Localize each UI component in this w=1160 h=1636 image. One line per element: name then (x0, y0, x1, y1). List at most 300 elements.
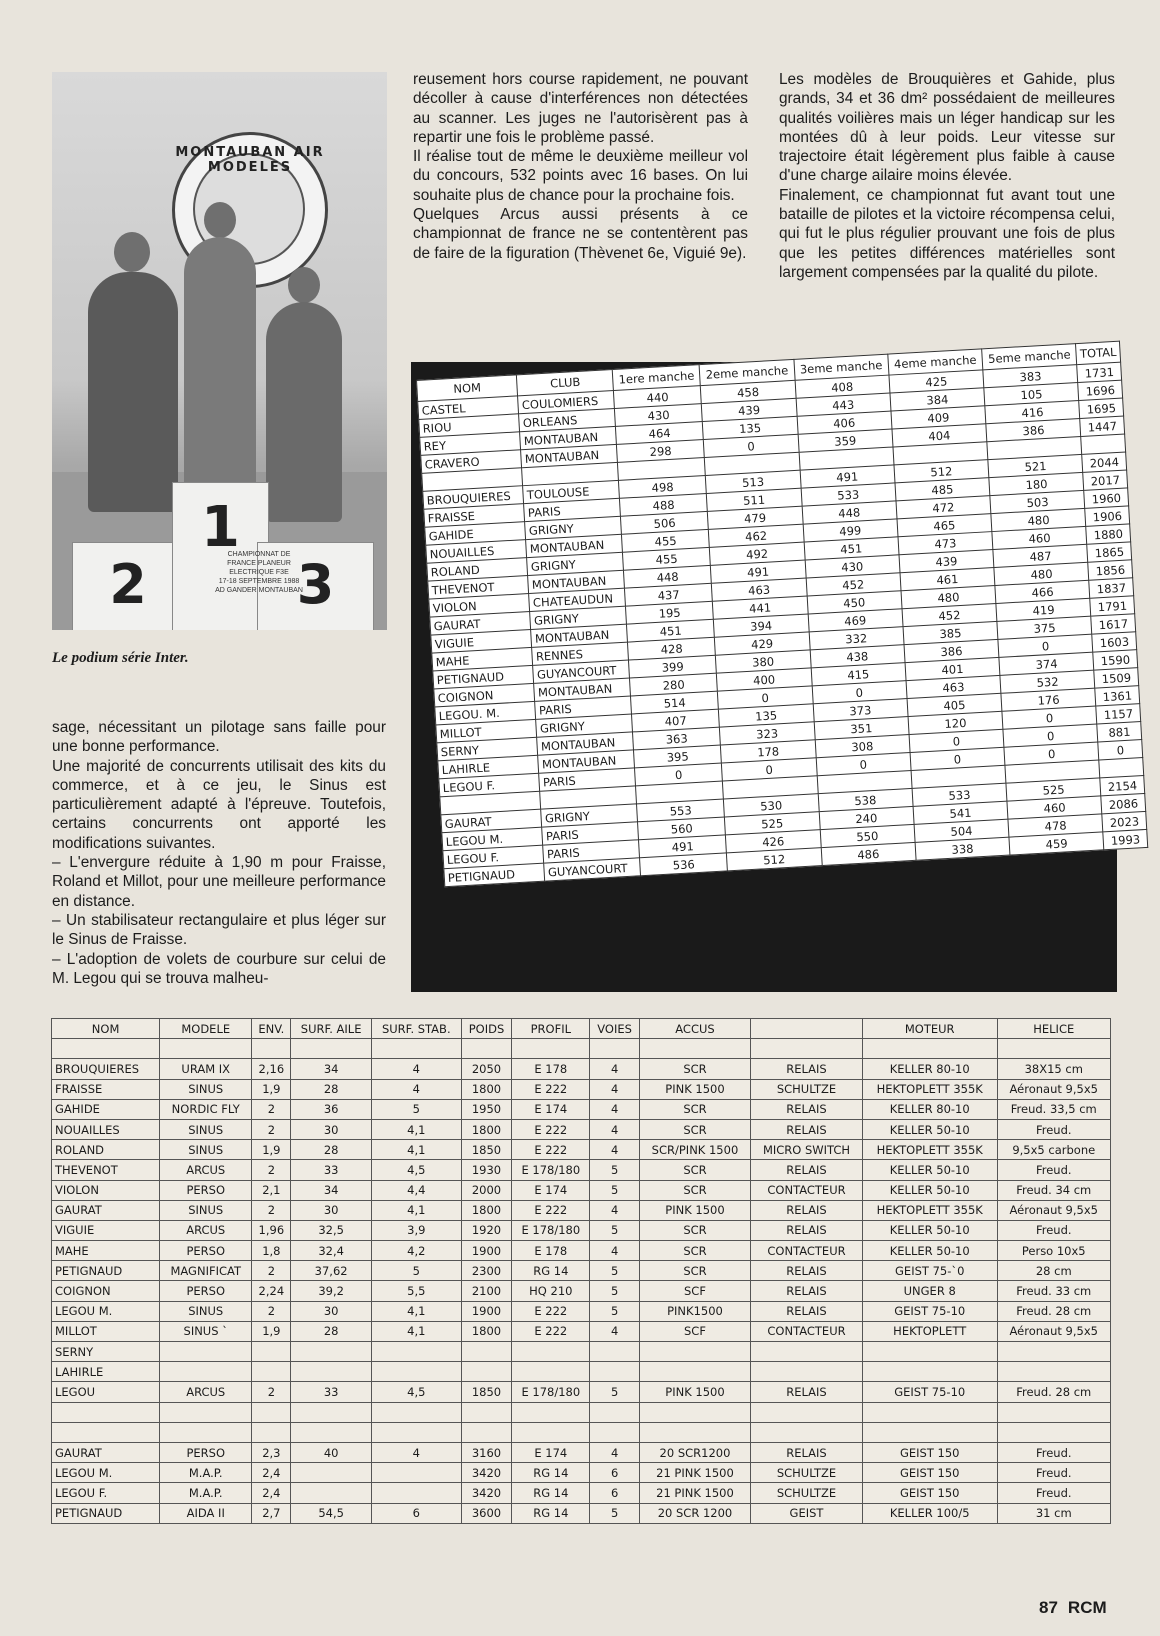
table-cell: 2 (252, 1160, 291, 1180)
table-cell: PERSO (160, 1180, 252, 1200)
table-cell: E 178/180 (512, 1160, 590, 1180)
table-cell: 4 (590, 1079, 640, 1099)
table-cell: 498 (619, 475, 707, 498)
table-cell: 439 (899, 550, 994, 573)
table-cell: 0 (910, 747, 1005, 770)
table-cell: 1791 (1090, 596, 1135, 616)
table-cell: 1950 (461, 1099, 512, 1119)
table-cell: ROLAND (427, 558, 528, 582)
table-cell: UNGER 8 (862, 1281, 997, 1301)
table-cell: GEIST 75-`0 (862, 1261, 997, 1281)
table-cell: PARIS (524, 498, 621, 521)
table-cell: 298 (617, 440, 705, 463)
table-cell: 1,8 (252, 1241, 291, 1261)
paragraph: Les modèles de Brouquières et Gahide, plus grands, 34 et 36 dm² possédaient de meilleures qualités voilières mais un léger handicap sur les montées dû à leur poids. Leur vitesse sur trajectoire était légèrement plus faible à cause d'une charge ailaire moins élevée. (779, 71, 1115, 185)
paragraph: Quelques Arcus aussi présents à ce championnat de france ne se contentèrent pas de faire de la figuration (Thèvenet 6e, Viguié 9e). (413, 206, 748, 262)
person-second (88, 272, 178, 512)
table-cell: 1617 (1091, 614, 1136, 634)
table-cell: 466 (995, 580, 1090, 603)
table-cell: 4 (371, 1079, 461, 1099)
table-cell: 120 (908, 711, 1003, 734)
table-cell: 530 (724, 794, 819, 817)
table-cell: GAURAT (52, 1442, 160, 1462)
table-cell: RELAIS (751, 1119, 863, 1139)
table-cell: 280 (630, 673, 718, 696)
table-cell: 1603 (1092, 632, 1137, 652)
table-cell: 2 (252, 1382, 291, 1402)
table-cell (52, 1039, 160, 1059)
table-cell: 4,5 (371, 1382, 461, 1402)
table-cell: Aéronaut 9,5x5 (997, 1079, 1111, 1099)
table-cell: 480 (991, 508, 1086, 531)
table-cell (862, 1362, 997, 1382)
table-cell: 1447 (1080, 416, 1125, 436)
table-row (52, 1119, 1111, 1139)
table-cell: 448 (802, 501, 897, 524)
table-cell: Freud. (997, 1119, 1111, 1139)
table-cell (512, 1402, 590, 1422)
table-cell: 1906 (1085, 506, 1130, 526)
table-cell: GAHIDE (52, 1099, 160, 1119)
table-cell: 2086 (1101, 793, 1146, 813)
table-cell: PINK1500 (639, 1301, 750, 1321)
table-row (52, 1200, 1111, 1220)
table-cell: 504 (914, 819, 1009, 842)
table-cell: 459 (1009, 832, 1104, 855)
table-cell: 135 (719, 704, 814, 727)
table-cell: HQ 210 (512, 1281, 590, 1301)
table-cell: E 222 (512, 1079, 590, 1099)
column-header: SURF. STAB. (371, 1019, 461, 1039)
table-cell: 404 (892, 424, 987, 447)
table-cell: KELLER 50-10 (862, 1180, 997, 1200)
table-cell: SCR (639, 1261, 750, 1281)
table-cell (461, 1422, 512, 1442)
column-header: 2eme manche (699, 359, 794, 385)
table-cell: SINUS (160, 1301, 252, 1321)
table-cell: 2,3 (252, 1442, 291, 1462)
table-cell: 407 (632, 709, 720, 732)
table-cell: MILLOT (436, 719, 537, 743)
table-cell: 0 (722, 758, 817, 781)
table-cell: 553 (637, 799, 725, 822)
table-cell: SCR (639, 1059, 750, 1079)
table-cell: SCR/PINK 1500 (639, 1140, 750, 1160)
spacer-row (52, 1039, 1111, 1059)
table-cell: HEKTOPLETT 355K (862, 1200, 997, 1220)
table-cell (590, 1039, 640, 1059)
table-cell: 5 (590, 1301, 640, 1321)
table-cell: 478 (1008, 814, 1103, 837)
table-cell (590, 1362, 640, 1382)
table-cell: VIGUIE (52, 1220, 160, 1240)
table-cell (291, 1422, 371, 1442)
table-cell: 308 (815, 735, 910, 758)
table-cell: 4 (371, 1059, 461, 1079)
results-table-wrap (408, 344, 1141, 1000)
table-cell: SINUS (160, 1200, 252, 1220)
paragraph: reusement hors course rapidement, ne pouvant décoller à cause d'interférences non détectées au scanner. Les juges ne l'autorisèrent pas à repartir une fois le problème passé. (413, 71, 748, 146)
table-cell: GRIGNY (527, 552, 624, 575)
table-cell: MONTAUBAN (521, 444, 618, 467)
table-cell: SCHULTZE (751, 1483, 863, 1503)
table-cell (252, 1039, 291, 1059)
table-cell: 2,1 (252, 1180, 291, 1200)
podium-number: 3 (296, 553, 335, 616)
table-cell: 448 (624, 565, 712, 588)
table-cell: 1856 (1088, 560, 1133, 580)
table-cell: 4,1 (371, 1119, 461, 1139)
table-cell (639, 1422, 750, 1442)
table-cell: 2044 (1082, 452, 1127, 472)
table-cell (751, 1402, 863, 1422)
table-cell: 34 (291, 1059, 371, 1079)
table-cell: PARIS (535, 696, 632, 719)
table-cell (252, 1422, 291, 1442)
table-cell: E 178 (512, 1059, 590, 1079)
table-cell: PETIGNAUD (52, 1503, 160, 1523)
table-cell: COULOMIERS (518, 390, 615, 413)
table-cell: 395 (634, 745, 722, 768)
table-cell: NOUAILLES (52, 1119, 160, 1139)
table-cell: 430 (615, 404, 703, 427)
table-cell: 2 (252, 1261, 291, 1281)
table-cell: VIOLON (429, 594, 530, 618)
table-cell (862, 1422, 997, 1442)
table-cell: 21 PINK 1500 (639, 1463, 750, 1483)
table-cell: 1900 (461, 1301, 512, 1321)
magazine-name: RCM (1067, 1598, 1107, 1617)
table-cell (590, 1402, 640, 1422)
table-cell: 4 (590, 1442, 640, 1462)
table-cell: SINUS ` (160, 1321, 252, 1341)
column-header: ENV. (252, 1019, 291, 1039)
table-cell (461, 1342, 512, 1362)
table-cell: GAURAT (430, 612, 531, 636)
table-cell: HEKTOPLETT (862, 1321, 997, 1341)
table-cell: 28 (291, 1321, 371, 1341)
table-cell: 105 (984, 383, 1079, 406)
table-cell: 30 (291, 1200, 371, 1220)
table-cell: 401 (905, 657, 1000, 680)
table-cell: BROUQUIERES (52, 1059, 160, 1079)
table-cell: 1920 (461, 1220, 512, 1240)
paragraph: sage, nécessitant un pilotage sans faille pour une bonne performance. (52, 719, 386, 756)
table-cell: CRAVERO (421, 450, 522, 474)
table-row (52, 1079, 1111, 1099)
table-row (52, 1180, 1111, 1200)
table-cell: 2 (252, 1099, 291, 1119)
table-cell: E 222 (512, 1301, 590, 1321)
paragraph: – L'adoption de volets de courbure sur celui de M. Legou qui se trouva malheu- (52, 950, 386, 987)
table-cell: 480 (901, 586, 996, 609)
table-cell: 0 (812, 681, 907, 704)
column-header: SURF. AILE (291, 1019, 371, 1039)
table-row (52, 1321, 1111, 1341)
table-row (52, 1140, 1111, 1160)
table-cell: LEGOU F. (52, 1483, 160, 1503)
table-cell: SERNY (437, 737, 538, 761)
table-cell: 351 (814, 717, 909, 740)
table-cell: BROUQUIERES (423, 486, 524, 510)
table-cell: 5 (590, 1261, 640, 1281)
table-cell: 28 cm (997, 1261, 1111, 1281)
table-cell: RG 14 (512, 1463, 590, 1483)
table-cell: 385 (903, 621, 998, 644)
table-cell: 488 (620, 493, 708, 516)
table-cell: 36 (291, 1099, 371, 1119)
table-cell: 415 (811, 663, 906, 686)
table-cell (160, 1039, 252, 1059)
table-cell: 4,1 (371, 1301, 461, 1321)
table-cell (291, 1362, 371, 1382)
table-cell: 1731 (1077, 362, 1122, 382)
table-cell (512, 1422, 590, 1442)
table-cell: 452 (902, 603, 997, 626)
table-cell: RELAIS (751, 1160, 863, 1180)
table-cell: E 178/180 (512, 1220, 590, 1240)
table-cell: 5 (371, 1261, 461, 1281)
table-cell: MAHE (432, 647, 533, 671)
table-cell: E 178 (512, 1241, 590, 1261)
table-row (52, 1099, 1111, 1119)
table-cell: LAHIRLE (52, 1362, 160, 1382)
table-cell: MICRO SWITCH (751, 1140, 863, 1160)
table-cell: 1696 (1078, 380, 1123, 400)
table-cell: MONTAUBAN (520, 426, 617, 449)
table-cell: MONTAUBAN (528, 570, 625, 593)
table-cell (252, 1362, 291, 1382)
column-header: HELICE (997, 1019, 1111, 1039)
table-cell: 525 (725, 812, 820, 835)
table-cell: 386 (904, 639, 999, 662)
table-cell: SCF (639, 1281, 750, 1301)
table-cell: GEIST 75-10 (862, 1382, 997, 1402)
column-header: CLUB (517, 370, 614, 396)
table-cell: 450 (807, 591, 902, 614)
table-cell: Freud. 34 cm (997, 1180, 1111, 1200)
table-cell: GAURAT (52, 1200, 160, 1220)
table-row (52, 1342, 1111, 1362)
table-cell: 3420 (461, 1483, 512, 1503)
table-cell: FRAISSE (52, 1079, 160, 1099)
table-cell: 5 (590, 1503, 640, 1523)
table-cell (371, 1463, 461, 1483)
table-cell: GEIST 150 (862, 1442, 997, 1462)
table-cell: 503 (990, 490, 1085, 513)
table-cell: 2154 (1100, 775, 1145, 795)
table-cell: M.A.P. (160, 1463, 252, 1483)
table-cell: 399 (629, 655, 717, 678)
table-cell (291, 1483, 371, 1503)
table-cell: 4 (590, 1140, 640, 1160)
table-cell: 1590 (1093, 650, 1138, 670)
table-cell: 1800 (461, 1119, 512, 1139)
table-cell: PERSO (160, 1241, 252, 1261)
table-cell: 491 (639, 835, 727, 858)
article-column-right (779, 70, 1115, 282)
table-row (52, 1160, 1111, 1180)
table-cell: SINUS (160, 1119, 252, 1139)
table-cell: PERSO (160, 1281, 252, 1301)
table-cell: GEIST 150 (862, 1483, 997, 1503)
spacer-row (52, 1402, 1111, 1422)
table-cell: GRIGNY (541, 804, 638, 827)
table-cell: 0 (718, 686, 813, 709)
table-cell: 1880 (1086, 524, 1131, 544)
table-cell: HEKTOPLETT 355K (862, 1079, 997, 1099)
table-cell: Aéronaut 9,5x5 (997, 1200, 1111, 1220)
column-header: PROFIL (512, 1019, 590, 1039)
column-header: POIDS (461, 1019, 512, 1039)
column-header: TOTAL (1076, 341, 1121, 364)
table-cell: 30 (291, 1301, 371, 1321)
person-head (288, 267, 320, 303)
table-cell: SINUS (160, 1140, 252, 1160)
table-cell: E 222 (512, 1321, 590, 1341)
table-cell (639, 1039, 750, 1059)
table-cell: 332 (809, 627, 904, 650)
table-cell: 33 (291, 1160, 371, 1180)
table-cell: 20 SCR1200 (639, 1442, 750, 1462)
table-cell: 521 (988, 454, 1083, 477)
table-cell: PERSO (160, 1442, 252, 1462)
paragraph: Une majorité de concurrents utilisait des kits du commerce, et à ce jeu, le Sinus est particulièrement adapté à l'épreuve. Toutefois, certains concurrents ont apporté les modifications suivantes. (52, 757, 386, 852)
table-cell: 2 (252, 1119, 291, 1139)
table-cell: E 174 (512, 1180, 590, 1200)
table-cell: RELAIS (751, 1261, 863, 1281)
table-cell: 39,2 (291, 1281, 371, 1301)
table-cell: 6 (371, 1503, 461, 1523)
table-cell: 1960 (1084, 488, 1129, 508)
table-cell: RG 14 (512, 1503, 590, 1523)
table-cell: 5 (590, 1180, 640, 1200)
column-header: ACCUS (639, 1019, 750, 1039)
table-cell (639, 1342, 750, 1362)
table-cell: KELLER 50-10 (862, 1241, 997, 1261)
table-cell: 4,2 (371, 1241, 461, 1261)
table-cell: 451 (627, 619, 715, 642)
table-cell: 1695 (1079, 398, 1124, 418)
table-cell: 0 (909, 729, 1004, 752)
table-cell (512, 1362, 590, 1382)
column-header: 5eme manche (982, 344, 1077, 370)
table-row (52, 1281, 1111, 1301)
table-cell: 2 (252, 1200, 291, 1220)
table-cell: PETIGNAUD (444, 863, 545, 887)
table-cell (862, 1342, 997, 1362)
table-cell: 4,1 (371, 1321, 461, 1341)
table-cell: Perso 10x5 (997, 1241, 1111, 1261)
table-cell: THEVENOT (428, 576, 529, 600)
table-cell: KELLER 50-10 (862, 1220, 997, 1240)
table-cell: Freud. (997, 1442, 1111, 1462)
table-cell: MILLOT (52, 1321, 160, 1341)
table-row (52, 1261, 1111, 1281)
table-cell: GEIST (751, 1503, 863, 1523)
paragraph: – Un stabilisateur rectangulaire et plus léger sur le Sinus de Fraisse. (52, 911, 386, 949)
table-cell: Freud. (997, 1463, 1111, 1483)
table-cell: 439 (701, 398, 796, 421)
table-cell: CONTACTEUR (751, 1241, 863, 1261)
table-cell: 463 (906, 675, 1001, 698)
table-cell: AIDA II (160, 1503, 252, 1523)
table-cell: Freud. 33 cm (997, 1281, 1111, 1301)
table-cell: 4 (590, 1099, 640, 1119)
table-cell (461, 1362, 512, 1382)
table-cell: 3600 (461, 1503, 512, 1523)
table-cell: THEVENOT (52, 1160, 160, 1180)
table-cell: ROLAND (52, 1140, 160, 1160)
table-cell: KELLER 50-10 (862, 1160, 997, 1180)
table-cell: RG 14 (512, 1483, 590, 1503)
table-cell: RIOU (419, 414, 520, 438)
podium-step-2 (72, 542, 184, 630)
table-cell (160, 1362, 252, 1382)
paragraph: – L'envergure réduite à 1,90 m pour Fraisse, Roland et Millot, pour une meilleure performance en distance. (52, 854, 386, 910)
table-cell: 2,4 (252, 1463, 291, 1483)
table-cell: 460 (992, 526, 1087, 549)
table-cell: RELAIS (751, 1200, 863, 1220)
table-cell: 560 (638, 817, 726, 840)
table-cell: 430 (805, 555, 900, 578)
table-cell: 4,1 (371, 1140, 461, 1160)
table-cell: PINK 1500 (639, 1382, 750, 1402)
table-cell: 4 (590, 1059, 640, 1079)
table-cell: 4 (590, 1241, 640, 1261)
table-cell: 135 (702, 416, 797, 439)
table-row (52, 1362, 1111, 1382)
table-cell: RELAIS (751, 1059, 863, 1079)
table-cell: 5 (590, 1382, 640, 1402)
table-cell (751, 1362, 863, 1382)
table-cell: 533 (912, 783, 1007, 806)
table-cell: 1930 (461, 1160, 512, 1180)
table-row (52, 1059, 1111, 1079)
table-cell: 1,96 (252, 1220, 291, 1240)
table-row (52, 1503, 1111, 1523)
table-cell: LEGOU M. (52, 1463, 160, 1483)
table-cell (371, 1362, 461, 1382)
table-cell: 34 (291, 1180, 371, 1200)
table-cell: 400 (717, 668, 812, 691)
table-cell: PINK 1500 (639, 1079, 750, 1099)
table-cell: 373 (813, 699, 908, 722)
person-head (114, 232, 150, 272)
table-cell (751, 1039, 863, 1059)
table-cell: E 174 (512, 1442, 590, 1462)
table-cell (160, 1402, 252, 1422)
page-footer (1029, 1598, 1107, 1618)
table-cell (639, 1362, 750, 1382)
plaque-line: CHAMPIONNAT DE (227, 551, 291, 558)
table-cell (52, 1422, 160, 1442)
table-cell (590, 1342, 640, 1362)
table-cell: CONTACTEUR (751, 1180, 863, 1200)
table-cell: SERNY (52, 1342, 160, 1362)
table-cell: 384 (890, 388, 985, 411)
table-cell (997, 1039, 1111, 1059)
column-header: MODELE (160, 1019, 252, 1039)
table-cell (160, 1422, 252, 1442)
spacer-row (52, 1422, 1111, 1442)
table-cell: PETIGNAUD (52, 1261, 160, 1281)
table-cell: GAURAT (441, 809, 542, 833)
results-sheet (416, 341, 1148, 888)
table-cell: KELLER 100/5 (862, 1503, 997, 1523)
table-cell: 1837 (1089, 578, 1134, 598)
table-cell: 32,4 (291, 1241, 371, 1261)
